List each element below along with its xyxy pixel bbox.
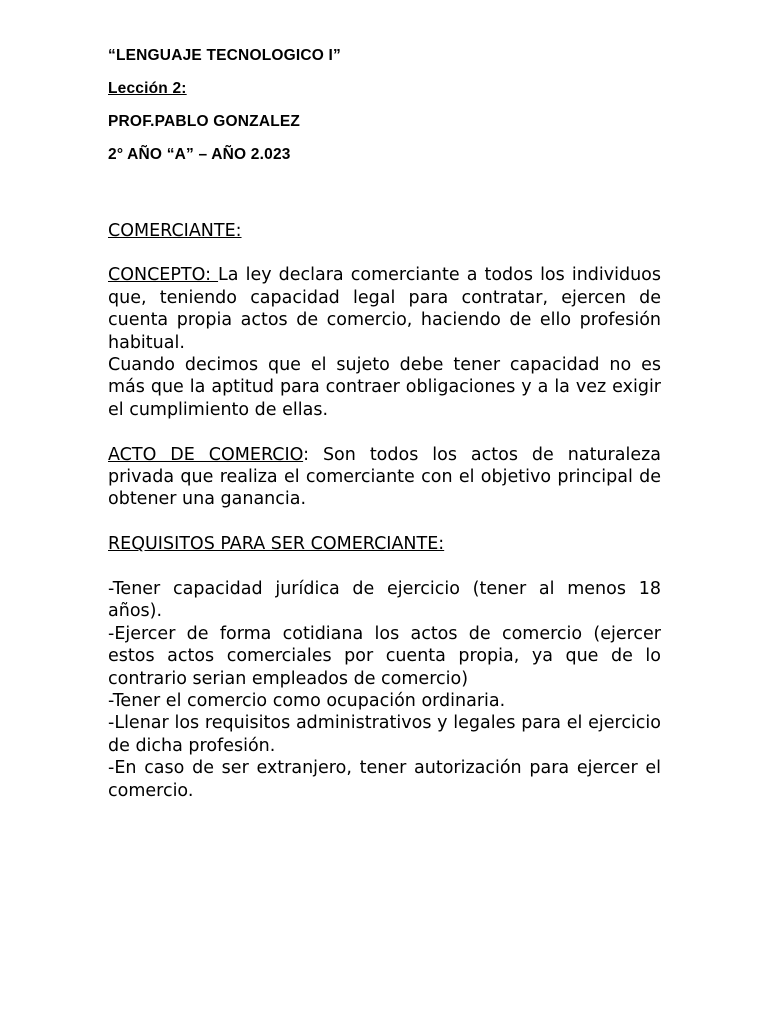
capacidad-paragraph: Cuando decimos que el sujeto debe tener capacidad no es más que la aptitud para contraer obligaciones y a la vez exigir el cumplimiento de ellas. [108,355,661,420]
document-page [108,46,661,802]
acto-label: ACTO DE COMERCIO [108,444,304,465]
course-title: “LENGUAJE TECNOLOGICO I” [108,47,342,64]
concepto-text: La ley declara comerciante a todos los individuos que, teniendo capacidad legal para contratar, ejercen de cuenta propia actos de comercio, haciendo de ello profesión habitual. [108,265,661,353]
concepto-label: CONCEPTO: [108,265,219,286]
requisito-item: -Tener capacidad jurídica de ejercicio (tener al menos 18 años). [108,579,661,622]
document-body [108,220,661,802]
lesson-number: Lección 2: [108,80,187,97]
requisitos-heading: REQUISITOS PARA SER COMERCIANTE: [108,534,445,555]
requisito-item: -Tener el comercio como ocupación ordinaria. [108,691,506,712]
acto-text: : Son todos los actos de naturaleza privada que realiza el comerciante con el objetivo principal de obtener una ganancia. [108,444,661,510]
professor-name: PROF.PABLO GONZALEZ [108,113,301,130]
main-heading: COMERCIANTE: [108,221,242,241]
concepto-paragraph [108,264,661,354]
requisito-item: -En caso de ser extranjero, tener autorización para ejercer el comercio. [108,758,661,801]
acto-paragraph [108,444,661,511]
class-year: 2° AÑO “A” – AÑO 2.023 [108,146,291,163]
requisito-item: -Llenar los requisitos administrativos y legales para el ejercicio de dicha profesión. [108,713,661,756]
requisito-item: -Ejercer de forma cotidiana los actos de comercio (ejercer estos actos comerciales por cuenta propia, ya que de lo contrario serian empleados de comercio) [108,623,661,689]
